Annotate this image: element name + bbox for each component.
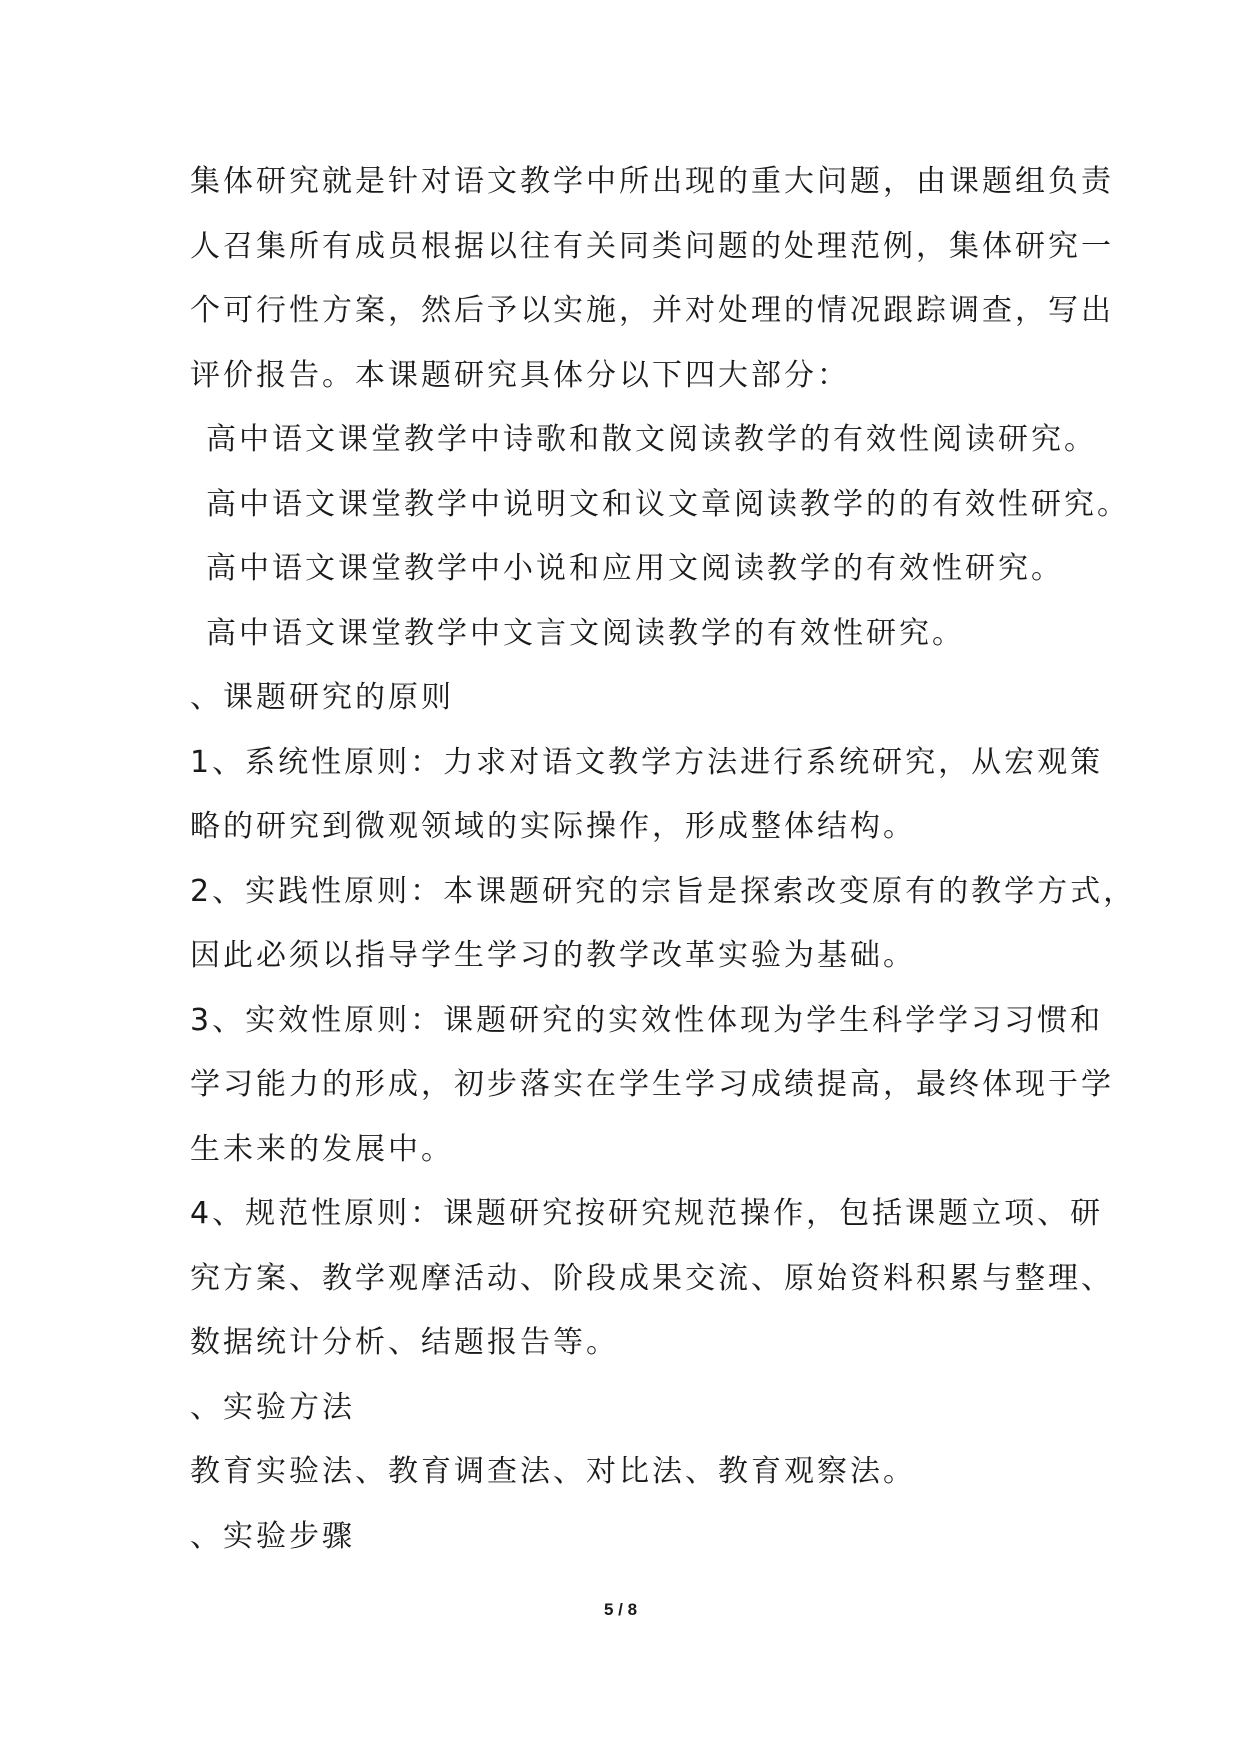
paragraph-line: 集体研究就是针对语文教学中所出现的重大问题，由课题组负责 [190,164,1114,199]
section-heading-principles: 、课题研究的原则 [190,680,454,715]
principle-line: 学习能力的形成，初步落实在学生学习成绩提高，最终体现于学 [190,1067,1114,1102]
section-heading-steps: 、实验步骤 [190,1518,355,1554]
principle-line: 因此必须以指导学生学习的教学改革实验为基础。 [190,938,916,973]
section-heading-methods: 、实验方法 [190,1389,355,1425]
principle-line: 3、实效性原则：课题研究的实效性体现为学生科学学习习惯和 [190,1002,1104,1038]
paragraph-line: 个可行性方案，然后予以实施，并对处理的情况跟踪调查，写出 [190,293,1114,328]
page-number: 5 / 8 [603,1600,638,1619]
principle-line: 生未来的发展中。 [190,1131,454,1167]
principle-line: 略的研究到微观领域的实际操作，形成整体结构。 [190,809,916,844]
research-part-item: 高中语文课堂教学中说明文和议文章阅读教学的的有效性研究。 [206,486,1130,522]
research-part-item: 高中语文课堂教学中诗歌和散文阅读教学的有效性阅读研究。 [206,422,1097,457]
paragraph-line: 评价报告。本课题研究具体分以下四大部分： [190,357,850,393]
principle-line: 究方案、教学观摩活动、阶段成果交流、原始资料积累与整理、 [190,1260,1114,1296]
document-body [190,150,1137,1569]
principle-line: 1、系统性原则：力求对语文教学方法进行系统研究，从宏观策 [190,744,1104,780]
methods-line: 教育实验法、教育调查法、对比法、教育观察法。 [190,1454,916,1489]
research-part-item: 高中语文课堂教学中小说和应用文阅读教学的有效性研究。 [206,551,1064,586]
principle-line: 4、规范性原则：课题研究按研究规范操作，包括课题立项、研 [190,1196,1104,1231]
principle-line: 2、实践性原则：本课题研究的宗旨是探索改变原有的教学方式， [190,873,1137,909]
research-part-item: 高中语文课堂教学中文言文阅读教学的有效性研究。 [206,615,965,651]
principle-line: 数据统计分析、结题报告等。 [190,1325,619,1360]
paragraph-line: 人召集所有成员根据以往有关同类问题的处理范例，集体研究一 [190,228,1114,264]
